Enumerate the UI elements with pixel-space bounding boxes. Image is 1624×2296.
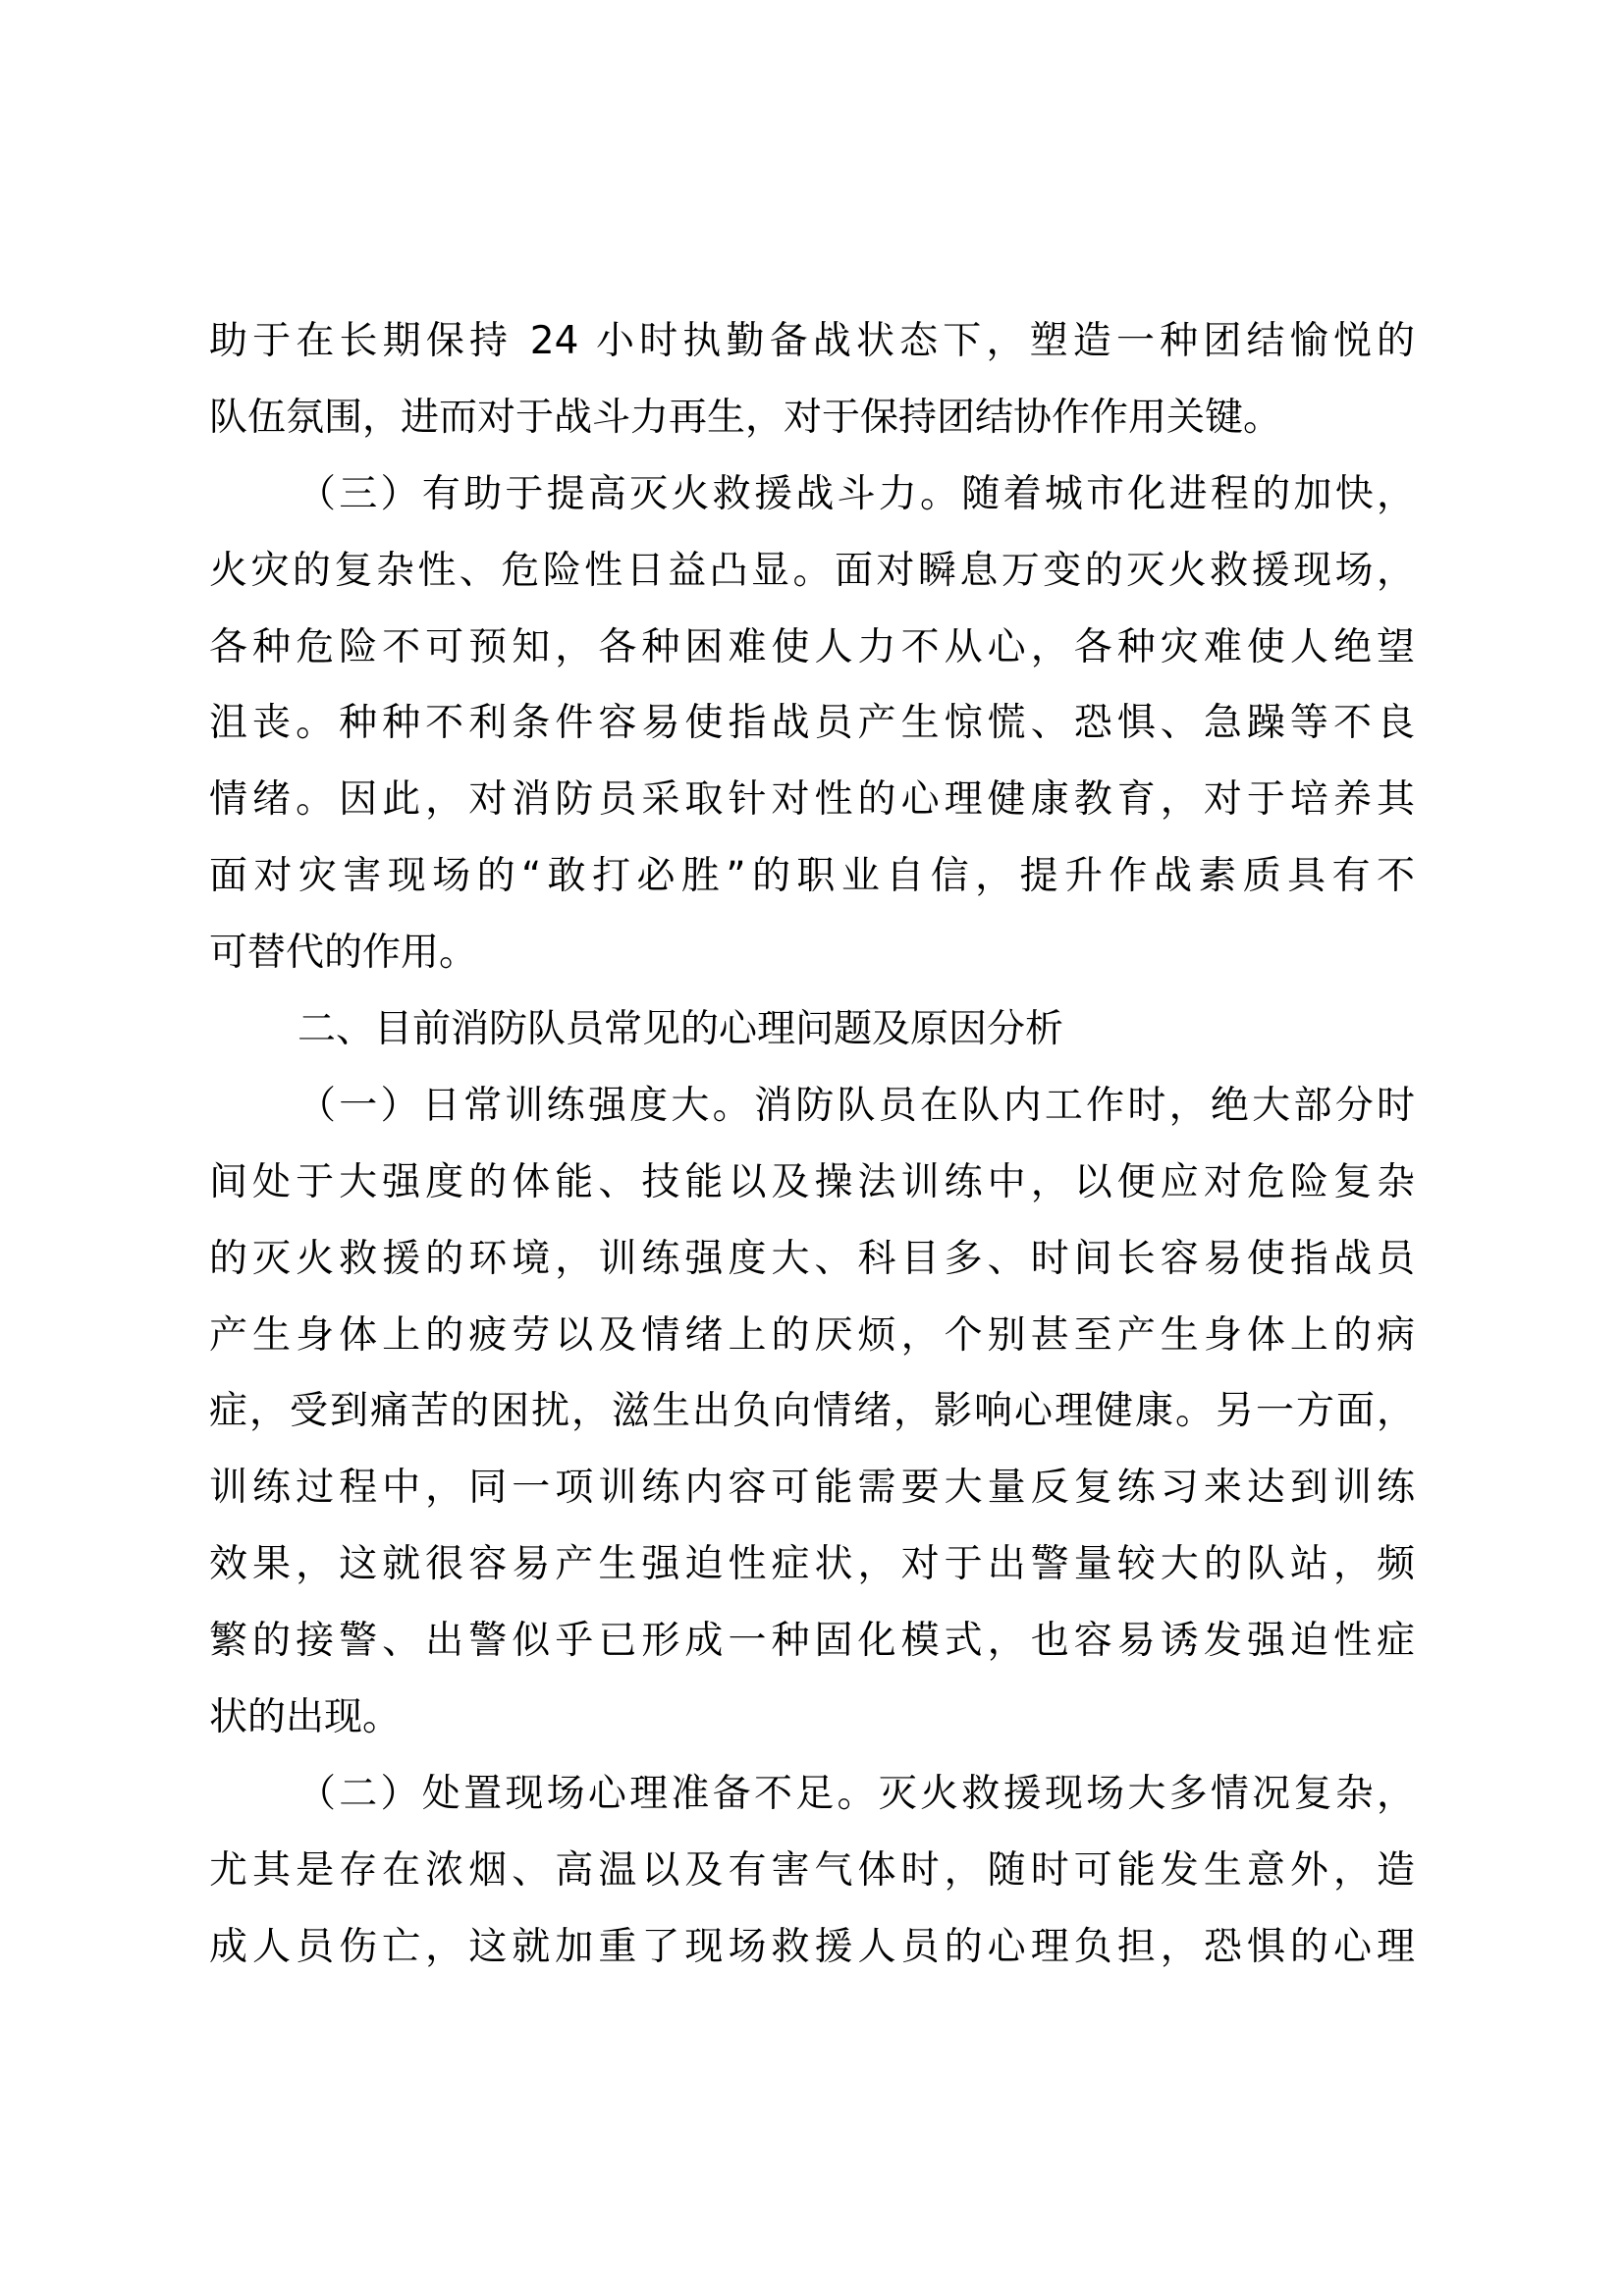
text-line-8: 面对灾害现场的“敢打必胜”的职业自信，提升作战素质具有不 bbox=[209, 854, 1415, 899]
text-line-21: 尤其是存在浓烟、高温以及有害气体时，随时可能发生意外，造 bbox=[209, 1847, 1415, 1893]
subsection-one-heading-line: （一）日常训练强度大。消防队员在队内工作时，绝大部分时 bbox=[298, 1083, 1415, 1128]
text-line-13: 的灭火救援的环境，训练强度大、科目多、时间长容易使指战员 bbox=[209, 1236, 1415, 1281]
text-line-2: 队伍氛围，进而对于战斗力再生，对于保持团结协作作用关键。 bbox=[209, 395, 1282, 440]
text-line-5: 各种危险不可预知，各种困难使人力不从心，各种灾难使人绝望 bbox=[209, 624, 1415, 669]
section-three-heading-line: （三）有助于提高灭火救援战斗力。随着城市化进程的加快， bbox=[298, 471, 1415, 516]
text-line-22: 成人员伤亡，这就加重了现场救援人员的心理负担，恐惧的心理 bbox=[209, 1924, 1415, 1969]
text-line-7: 情绪。因此，对消防员采取针对性的心理健康教育，对于培养其 bbox=[209, 777, 1415, 823]
text-line-4: 火灾的复杂性、危险性日益凸显。面对瞬息万变的灭火救援现场， bbox=[209, 548, 1415, 593]
text-line-1: 助于在长期保持 24 小时执勤备战状态下，塑造一种团结愉悦的 bbox=[209, 319, 1415, 363]
subsection-two-heading-line: （二）处置现场心理准备不足。灭火救援现场大多情况复杂， bbox=[298, 1771, 1415, 1816]
text-line-16: 训练过程中，同一项训练内容可能需要大量反复练习来达到训练 bbox=[209, 1466, 1415, 1511]
text-line-12: 间处于大强度的体能、技能以及操法训练中，以便应对危险复杂 bbox=[209, 1159, 1415, 1204]
text-line-18: 繁的接警、出警似乎已形成一种固化模式，也容易诱发强迫性症 bbox=[209, 1619, 1415, 1664]
text-line-19: 状的出现。 bbox=[209, 1695, 402, 1740]
section-two-heading: 二、目前消防队员常见的心理问题及原因分析 bbox=[298, 1007, 1064, 1052]
text-line-14: 产生身体上的疲劳以及情绪上的厌烦，个别甚至产生身体上的病 bbox=[209, 1312, 1415, 1358]
body-text bbox=[209, 316, 1415, 1999]
text-line-17: 效果，这就很容易产生强迫性症状，对于出警量较大的队站，频 bbox=[209, 1542, 1415, 1587]
text-line-15: 症，受到痛苦的困扰，滋生出负向情绪，影响心理健康。另一方面， bbox=[209, 1389, 1415, 1434]
text-line-9: 可替代的作用。 bbox=[209, 931, 478, 976]
text-line-6: 沮丧。种种不利条件容易使指战员产生惊慌、恐惧、急躁等不良 bbox=[209, 701, 1415, 746]
